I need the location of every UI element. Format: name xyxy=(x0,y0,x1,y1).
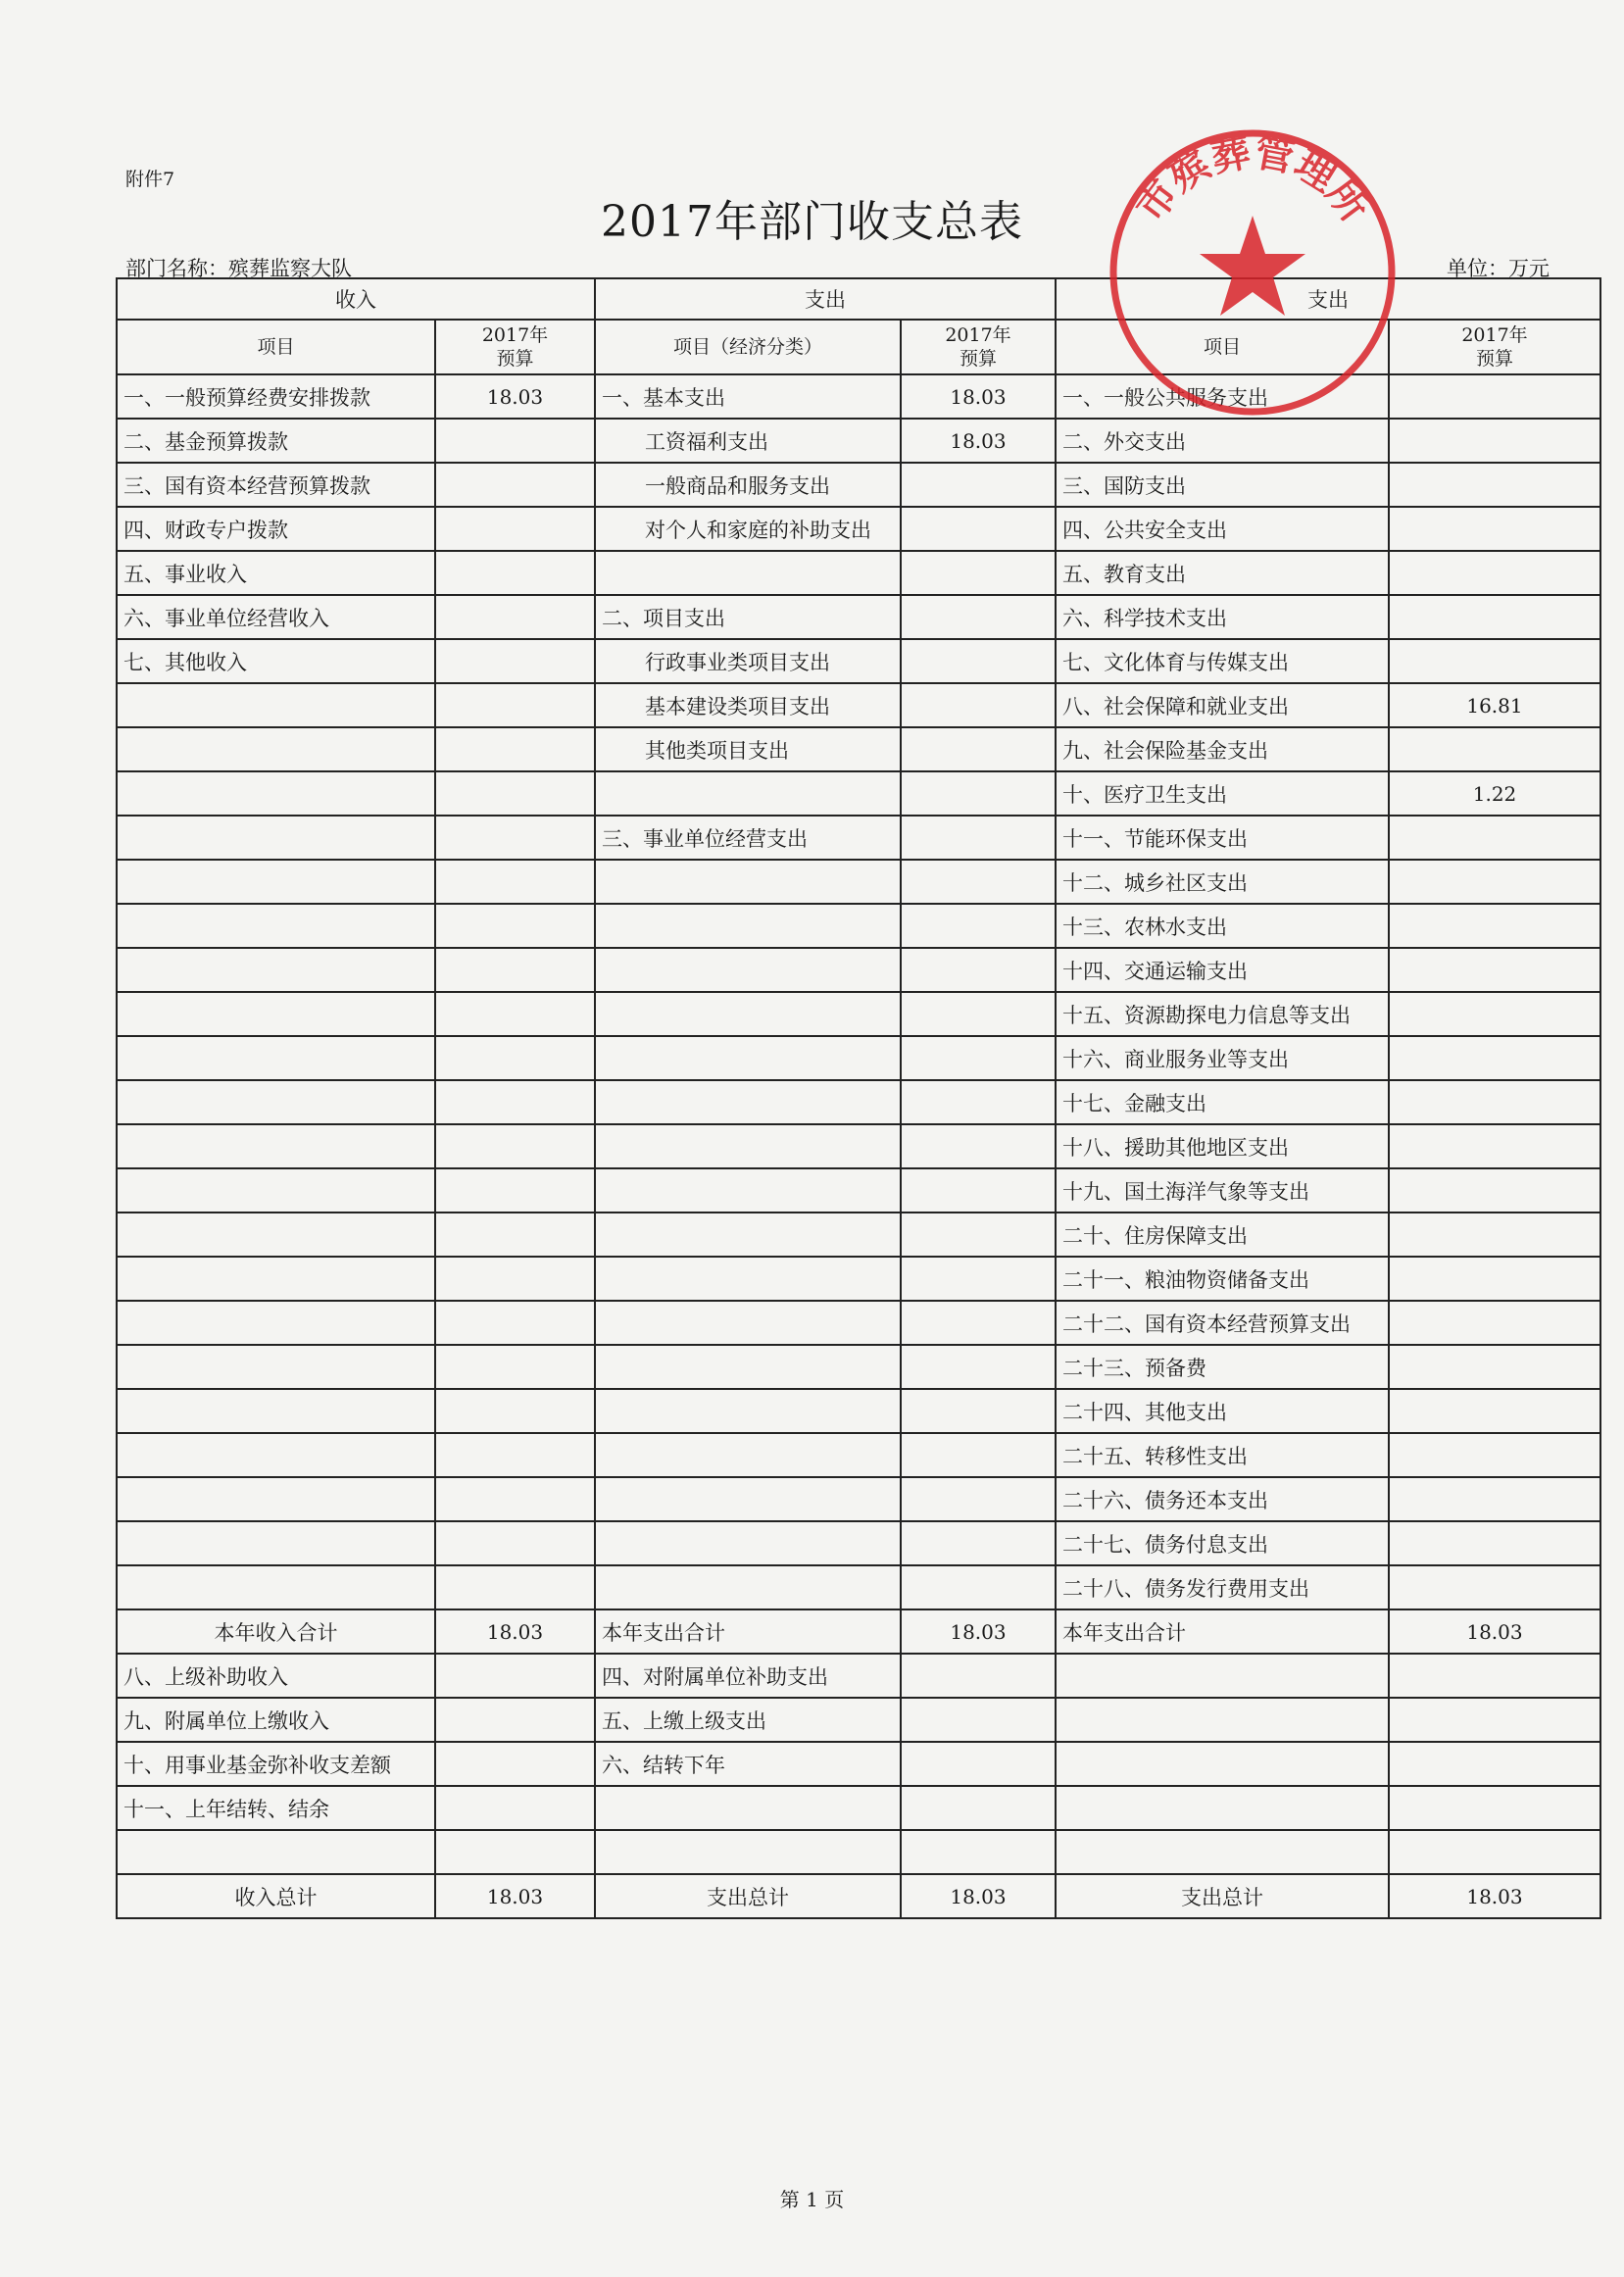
func-budget-cell xyxy=(1389,1698,1600,1742)
func-item-cell: 本年支出合计 xyxy=(1056,1609,1389,1654)
func-item-cell: 十、医疗卫生支出 xyxy=(1056,771,1389,816)
econ-item-cell: 一般商品和服务支出 xyxy=(595,463,901,507)
econ-item-cell xyxy=(595,1477,901,1521)
econ-item-header: 项目（经济分类） xyxy=(595,320,901,374)
income-budget-cell xyxy=(435,639,595,683)
income-budget-cell xyxy=(435,1521,595,1565)
table-row xyxy=(117,771,1600,816)
func-item-cell: 十七、金融支出 xyxy=(1056,1080,1389,1124)
econ-budget-cell xyxy=(901,507,1056,551)
func-item-cell: 二十八、债务发行费用支出 xyxy=(1056,1565,1389,1609)
econ-budget-cell xyxy=(901,992,1056,1036)
econ-item-cell xyxy=(595,771,901,816)
econ-item-cell xyxy=(595,860,901,904)
econ-item-cell xyxy=(595,1521,901,1565)
econ-budget-cell: 18.03 xyxy=(901,374,1056,419)
income-budget-cell xyxy=(435,860,595,904)
income-budget-cell xyxy=(435,1345,595,1389)
table-row xyxy=(117,1036,1600,1080)
econ-item-cell xyxy=(595,1080,901,1124)
econ-budget-cell xyxy=(901,948,1056,992)
econ-budget-cell xyxy=(901,904,1056,948)
econ-item-cell: 二、项目支出 xyxy=(595,595,901,639)
table-row xyxy=(117,727,1600,771)
income-budget-cell xyxy=(435,683,595,727)
econ-item-cell xyxy=(595,992,901,1036)
func-item-cell: 十一、节能环保支出 xyxy=(1056,816,1389,860)
income-item-cell xyxy=(117,1565,435,1609)
econ-item-cell: 其他类项目支出 xyxy=(595,727,901,771)
income-budget-header: 2017年 预算 xyxy=(435,320,595,374)
income-budget-cell xyxy=(435,1213,595,1257)
econ-item-cell xyxy=(595,1433,901,1477)
func-budget-cell xyxy=(1389,948,1600,992)
func-item-cell: 十六、商业服务业等支出 xyxy=(1056,1036,1389,1080)
econ-item-cell xyxy=(595,1124,901,1168)
econ-budget-cell: 18.03 xyxy=(901,419,1056,463)
income-budget-cell xyxy=(435,948,595,992)
func-item-cell: 二十四、其他支出 xyxy=(1056,1389,1389,1433)
table-row xyxy=(117,1345,1600,1389)
econ-budget-cell xyxy=(901,1168,1056,1213)
func-budget-cell xyxy=(1389,551,1600,595)
econ-budget-cell xyxy=(901,1742,1056,1786)
func-item-cell: 二十、住房保障支出 xyxy=(1056,1213,1389,1257)
income-item-cell xyxy=(117,904,435,948)
income-item-cell: 本年收入合计 xyxy=(117,1609,435,1654)
income-budget-cell xyxy=(435,595,595,639)
econ-item-cell xyxy=(595,1565,901,1609)
func-item-cell: 二十二、国有资本经营预算支出 xyxy=(1056,1301,1389,1345)
econ-item-cell xyxy=(595,1257,901,1301)
income-budget-cell xyxy=(435,1389,595,1433)
income-item-cell: 收入总计 xyxy=(117,1874,435,1918)
func-budget-cell: 16.81 xyxy=(1389,683,1600,727)
table-subheader-row xyxy=(117,320,1600,374)
income-item-cell: 一、一般预算经费安排拨款 xyxy=(117,374,435,419)
income-item-cell xyxy=(117,816,435,860)
func-item-cell: 十九、国土海洋气象等支出 xyxy=(1056,1168,1389,1213)
func-budget-cell xyxy=(1389,1124,1600,1168)
table-row xyxy=(117,1609,1600,1654)
table-row xyxy=(117,1301,1600,1345)
annex-label: 附件7 xyxy=(125,169,175,190)
income-item-cell: 十、用事业基金弥补收支差额 xyxy=(117,1742,435,1786)
income-budget-cell xyxy=(435,1301,595,1345)
income-budget-cell xyxy=(435,1698,595,1742)
econ-item-cell xyxy=(595,1830,901,1874)
table-row xyxy=(117,1389,1600,1433)
income-item-cell xyxy=(117,948,435,992)
econ-budget-cell xyxy=(901,1521,1056,1565)
table-row xyxy=(117,595,1600,639)
income-budget-cell: 18.03 xyxy=(435,1609,595,1654)
func-budget-cell xyxy=(1389,1477,1600,1521)
income-budget-cell xyxy=(435,1742,595,1786)
func-item-cell: 十四、交通运输支出 xyxy=(1056,948,1389,992)
econ-item-cell: 六、结转下年 xyxy=(595,1742,901,1786)
income-item-cell xyxy=(117,1477,435,1521)
func-budget-cell xyxy=(1389,1786,1600,1830)
func-item-cell: 九、社会保险基金支出 xyxy=(1056,727,1389,771)
func-item-cell: 二十七、债务付息支出 xyxy=(1056,1521,1389,1565)
income-item-cell xyxy=(117,1257,435,1301)
func-budget-cell xyxy=(1389,1389,1600,1433)
func-budget-cell: 18.03 xyxy=(1389,1609,1600,1654)
econ-item-cell: 支出总计 xyxy=(595,1874,901,1918)
econ-budget-cell xyxy=(901,1389,1056,1433)
func-budget-cell xyxy=(1389,1654,1600,1698)
func-item-header: 项目 xyxy=(1056,320,1389,374)
page-number: 第 1 页 xyxy=(779,2188,845,2211)
func-item-cell: 四、公共安全支出 xyxy=(1056,507,1389,551)
table-row xyxy=(117,1080,1600,1124)
econ-item-cell xyxy=(595,1168,901,1213)
department-name: 部门名称：殡葬监察大队 xyxy=(125,257,352,280)
expense-econ-header: 支出 xyxy=(595,278,1056,320)
econ-budget-cell xyxy=(901,771,1056,816)
table-row xyxy=(117,1698,1600,1742)
income-item-cell xyxy=(117,860,435,904)
income-budget-cell xyxy=(435,1786,595,1830)
econ-item-cell: 本年支出合计 xyxy=(595,1609,901,1654)
table-row xyxy=(117,639,1600,683)
econ-item-cell: 四、对附属单位补助支出 xyxy=(595,1654,901,1698)
econ-budget-cell xyxy=(901,1213,1056,1257)
func-budget-cell xyxy=(1389,1036,1600,1080)
econ-budget-cell: 18.03 xyxy=(901,1609,1056,1654)
func-budget-cell xyxy=(1389,595,1600,639)
econ-item-cell: 行政事业类项目支出 xyxy=(595,639,901,683)
econ-budget-cell xyxy=(901,727,1056,771)
income-budget-cell xyxy=(435,1036,595,1080)
func-item-cell: 十八、援助其他地区支出 xyxy=(1056,1124,1389,1168)
income-budget-cell xyxy=(435,1433,595,1477)
income-budget-cell xyxy=(435,816,595,860)
econ-budget-cell: 18.03 xyxy=(901,1874,1056,1918)
econ-budget-cell xyxy=(901,1345,1056,1389)
econ-budget-cell xyxy=(901,463,1056,507)
econ-budget-cell xyxy=(901,1257,1056,1301)
table-row xyxy=(117,1213,1600,1257)
table-row xyxy=(117,1168,1600,1213)
income-item-cell xyxy=(117,771,435,816)
income-item-cell xyxy=(117,992,435,1036)
econ-budget-cell xyxy=(901,1654,1056,1698)
income-budget-cell: 18.03 xyxy=(435,1874,595,1918)
income-budget-cell xyxy=(435,551,595,595)
income-item-header: 项目 xyxy=(117,320,435,374)
unit-label: 单位：万元 xyxy=(1447,257,1550,280)
func-budget-header: 2017年 预算 xyxy=(1389,320,1600,374)
table-row xyxy=(117,374,1600,419)
func-budget-cell xyxy=(1389,1213,1600,1257)
econ-item-cell xyxy=(595,1786,901,1830)
func-item-cell: 十二、城乡社区支出 xyxy=(1056,860,1389,904)
table-row xyxy=(117,1742,1600,1786)
table-row xyxy=(117,904,1600,948)
func-item-cell: 六、科学技术支出 xyxy=(1056,595,1389,639)
income-budget-cell xyxy=(435,1168,595,1213)
func-item-cell: 二十五、转移性支出 xyxy=(1056,1433,1389,1477)
income-budget-cell xyxy=(435,1830,595,1874)
func-item-cell: 二十六、债务还本支出 xyxy=(1056,1477,1389,1521)
func-budget-cell xyxy=(1389,1345,1600,1389)
econ-budget-cell xyxy=(901,816,1056,860)
income-item-cell xyxy=(117,683,435,727)
func-item-cell xyxy=(1056,1742,1389,1786)
econ-budget-cell xyxy=(901,860,1056,904)
func-budget-cell xyxy=(1389,816,1600,860)
income-budget-cell xyxy=(435,1477,595,1521)
income-item-cell xyxy=(117,727,435,771)
econ-budget-cell xyxy=(901,1080,1056,1124)
func-budget-cell xyxy=(1389,374,1600,419)
income-budget-cell xyxy=(435,771,595,816)
econ-item-cell xyxy=(595,1036,901,1080)
func-budget-cell xyxy=(1389,727,1600,771)
func-item-cell: 十五、资源勘探电力信息等支出 xyxy=(1056,992,1389,1036)
income-item-cell: 八、上级补助收入 xyxy=(117,1654,435,1698)
func-item-cell xyxy=(1056,1698,1389,1742)
table-row xyxy=(117,1786,1600,1830)
econ-item-cell xyxy=(595,1345,901,1389)
page-title: 2017年部门收支总表 xyxy=(601,197,1023,247)
econ-budget-cell xyxy=(901,1830,1056,1874)
income-budget-cell xyxy=(435,1080,595,1124)
budget-table xyxy=(116,277,1601,1919)
func-budget-cell xyxy=(1389,1565,1600,1609)
econ-item-cell: 五、上缴上级支出 xyxy=(595,1698,901,1742)
table-row xyxy=(117,1565,1600,1609)
income-item-cell: 三、国有资本经营预算拨款 xyxy=(117,463,435,507)
income-item-cell xyxy=(117,1168,435,1213)
func-budget-cell xyxy=(1389,419,1600,463)
econ-budget-header: 2017年 预算 xyxy=(901,320,1056,374)
income-item-cell: 二、基金预算拨款 xyxy=(117,419,435,463)
econ-budget-cell xyxy=(901,1698,1056,1742)
table-row xyxy=(117,463,1600,507)
econ-budget-cell xyxy=(901,1477,1056,1521)
income-budget-cell xyxy=(435,992,595,1036)
func-item-cell: 二十一、粮油物资储备支出 xyxy=(1056,1257,1389,1301)
table-row xyxy=(117,1124,1600,1168)
table-row xyxy=(117,860,1600,904)
func-budget-cell xyxy=(1389,1257,1600,1301)
income-item-cell xyxy=(117,1521,435,1565)
econ-budget-cell xyxy=(901,1433,1056,1477)
econ-item-cell xyxy=(595,1301,901,1345)
econ-item-cell: 一、基本支出 xyxy=(595,374,901,419)
table-row xyxy=(117,992,1600,1036)
econ-item-cell xyxy=(595,1213,901,1257)
econ-item-cell: 基本建设类项目支出 xyxy=(595,683,901,727)
econ-budget-cell xyxy=(901,1124,1056,1168)
econ-item-cell: 工资福利支出 xyxy=(595,419,901,463)
func-item-cell: 八、社会保障和就业支出 xyxy=(1056,683,1389,727)
table-row xyxy=(117,1257,1600,1301)
table-row xyxy=(117,507,1600,551)
func-item-cell: 七、文化体育与传媒支出 xyxy=(1056,639,1389,683)
func-budget-cell xyxy=(1389,463,1600,507)
econ-budget-cell xyxy=(901,683,1056,727)
func-budget-cell xyxy=(1389,1521,1600,1565)
func-item-cell: 三、国防支出 xyxy=(1056,463,1389,507)
econ-item-cell: 对个人和家庭的补助支出 xyxy=(595,507,901,551)
income-budget-cell xyxy=(435,1565,595,1609)
income-item-cell xyxy=(117,1036,435,1080)
income-item-cell: 四、财政专户拨款 xyxy=(117,507,435,551)
income-item-cell xyxy=(117,1124,435,1168)
table-row xyxy=(117,419,1600,463)
func-budget-cell xyxy=(1389,1433,1600,1477)
table-row xyxy=(117,1477,1600,1521)
econ-budget-cell xyxy=(901,639,1056,683)
econ-item-cell: 三、事业单位经营支出 xyxy=(595,816,901,860)
income-budget-cell xyxy=(435,904,595,948)
func-item-cell xyxy=(1056,1830,1389,1874)
func-budget-cell: 1.22 xyxy=(1389,771,1600,816)
econ-budget-cell xyxy=(901,1301,1056,1345)
func-budget-cell xyxy=(1389,639,1600,683)
func-budget-cell xyxy=(1389,1301,1600,1345)
income-item-cell xyxy=(117,1433,435,1477)
income-budget-cell xyxy=(435,1257,595,1301)
income-item-cell: 六、事业单位经营收入 xyxy=(117,595,435,639)
income-item-cell xyxy=(117,1301,435,1345)
econ-item-cell xyxy=(595,1389,901,1433)
income-budget-cell xyxy=(435,419,595,463)
func-budget-cell xyxy=(1389,860,1600,904)
func-item-cell: 五、教育支出 xyxy=(1056,551,1389,595)
income-budget-cell xyxy=(435,727,595,771)
func-item-cell: 支出总计 xyxy=(1056,1874,1389,1918)
func-budget-cell xyxy=(1389,992,1600,1036)
income-item-cell xyxy=(117,1213,435,1257)
table-row xyxy=(117,1521,1600,1565)
econ-budget-cell xyxy=(901,595,1056,639)
table-row xyxy=(117,1830,1600,1874)
func-budget-cell xyxy=(1389,507,1600,551)
income-budget-cell xyxy=(435,463,595,507)
income-item-cell xyxy=(117,1830,435,1874)
seal-text: 市殡葬管理所 xyxy=(1127,129,1378,230)
table-row xyxy=(117,1433,1600,1477)
func-budget-cell xyxy=(1389,1080,1600,1124)
income-item-cell xyxy=(117,1389,435,1433)
econ-item-cell xyxy=(595,948,901,992)
income-item-cell xyxy=(117,1080,435,1124)
income-item-cell xyxy=(117,1345,435,1389)
table-row xyxy=(117,1874,1600,1918)
econ-budget-cell xyxy=(901,1036,1056,1080)
expense-func-header: 支出 xyxy=(1056,278,1600,320)
func-budget-cell: 18.03 xyxy=(1389,1874,1600,1918)
income-budget-cell xyxy=(435,1654,595,1698)
econ-item-cell xyxy=(595,904,901,948)
econ-item-cell xyxy=(595,551,901,595)
table-row xyxy=(117,683,1600,727)
income-budget-cell xyxy=(435,507,595,551)
income-item-cell: 七、其他收入 xyxy=(117,639,435,683)
func-item-cell xyxy=(1056,1786,1389,1830)
func-item-cell xyxy=(1056,1654,1389,1698)
table-row xyxy=(117,948,1600,992)
income-item-cell: 九、附属单位上缴收入 xyxy=(117,1698,435,1742)
func-item-cell: 十三、农林水支出 xyxy=(1056,904,1389,948)
func-item-cell: 一、一般公共服务支出 xyxy=(1056,374,1389,419)
table-row xyxy=(117,551,1600,595)
func-item-cell: 二、外交支出 xyxy=(1056,419,1389,463)
econ-budget-cell xyxy=(901,1786,1056,1830)
income-budget-cell xyxy=(435,1124,595,1168)
table-row xyxy=(117,1654,1600,1698)
econ-budget-cell xyxy=(901,551,1056,595)
econ-budget-cell xyxy=(901,1565,1056,1609)
func-budget-cell xyxy=(1389,904,1600,948)
func-budget-cell xyxy=(1389,1168,1600,1213)
income-header: 收入 xyxy=(117,278,595,320)
table-header-row xyxy=(117,278,1600,320)
income-item-cell: 五、事业收入 xyxy=(117,551,435,595)
income-budget-cell: 18.03 xyxy=(435,374,595,419)
func-budget-cell xyxy=(1389,1830,1600,1874)
func-budget-cell xyxy=(1389,1742,1600,1786)
func-item-cell: 二十三、预备费 xyxy=(1056,1345,1389,1389)
income-item-cell: 十一、上年结转、结余 xyxy=(117,1786,435,1830)
table-row xyxy=(117,816,1600,860)
